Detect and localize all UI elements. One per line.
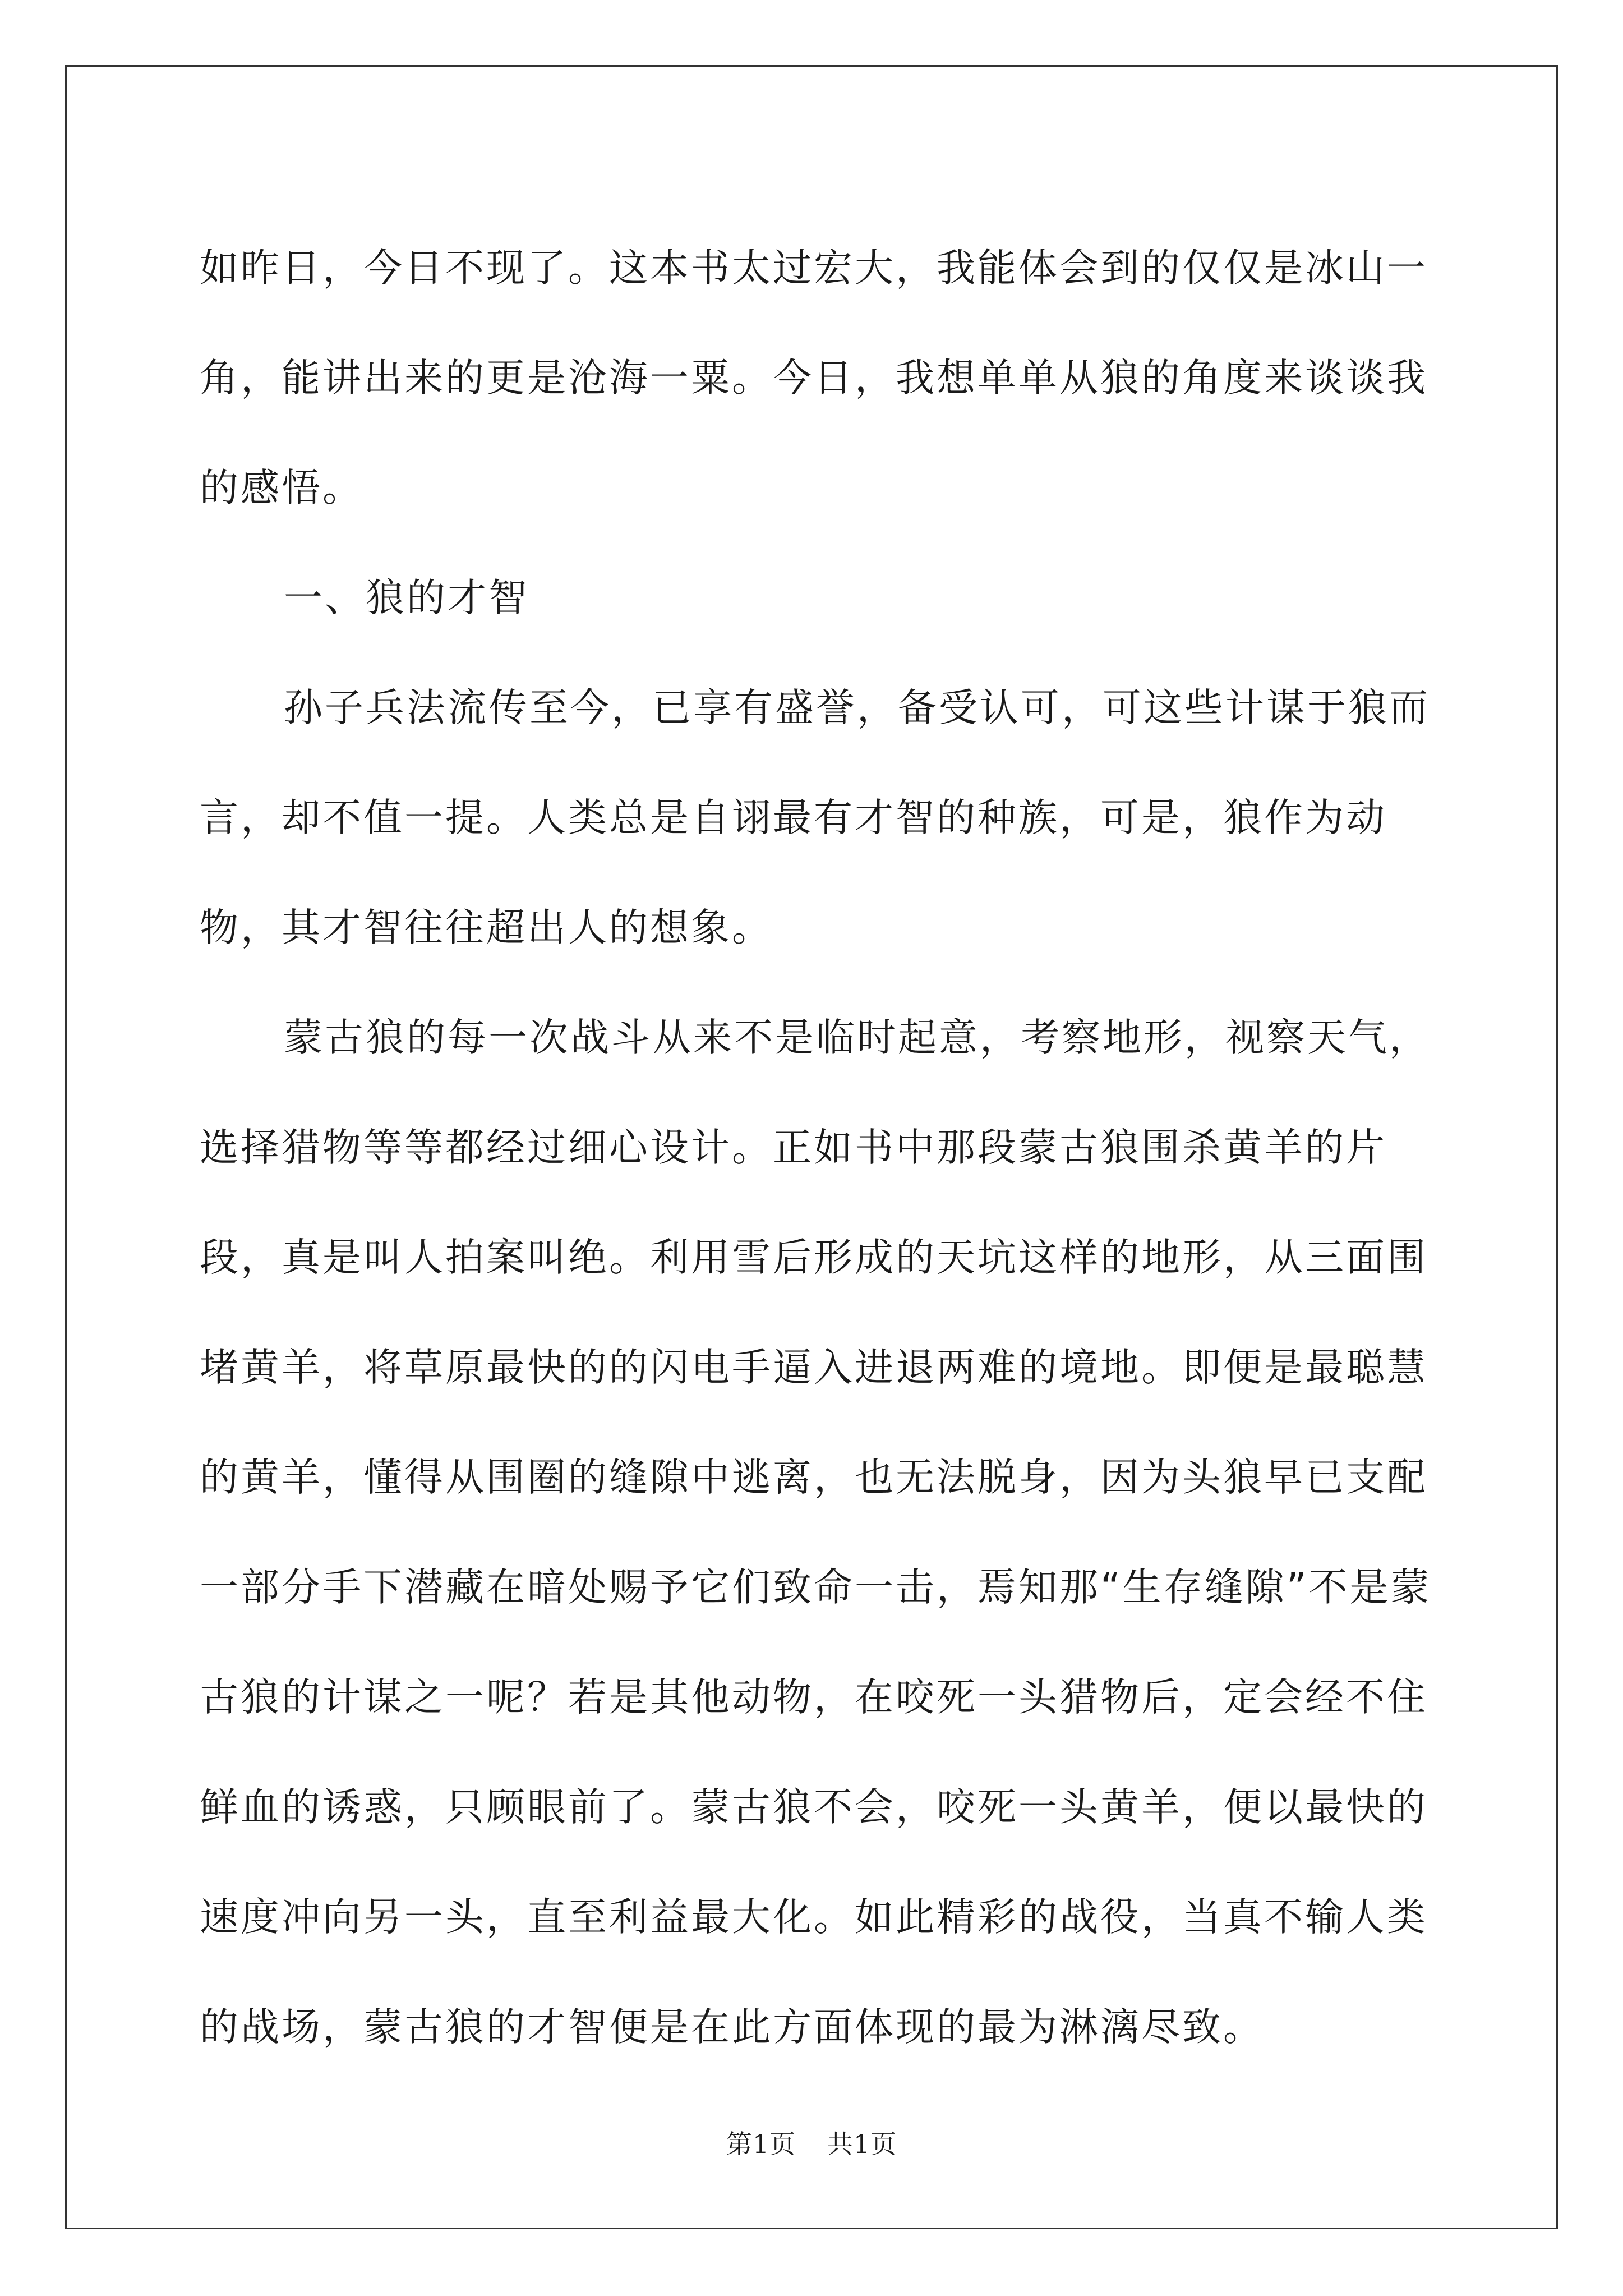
paragraph: 孙子兵法流传至今，已享有盛誉，备受认可，可这些计谋于狼而言，却不值一提。人类总是自诩最有才智的种族，可是，狼作为动物，其才智往往超出人的想象。 — [200, 685, 1430, 950]
paragraph-continuation: 如昨日，今日不现了。这本书太过宏大，我能体会到的仅仅是冰山一角，能讲出来的更是沧海一粟。今日，我想单单从狼的角度来谈谈我的感悟。 — [200, 246, 1428, 510]
page-total: 共1页 — [827, 2129, 897, 2159]
document-body — [200, 213, 1433, 2082]
page-footer — [0, 2127, 1623, 2161]
page-number: 第1页 — [726, 2129, 796, 2159]
section-heading: 一、狼的才智 — [284, 576, 529, 620]
paragraph: 蒙古狼的每一次战斗从来不是临时起意，考察地形，视察天气，选择猎物等等都经过细心设计。正如书中那段蒙古狼围杀黄羊的片段，真是叫人拍案叫绝。利用雪后形成的天坑这样的地形，从三面围堵黄羊，将草原最快的的闪电手逼入进退两难的境地。即便是最聪慧的黄羊，懂得从围圈的缝隙中逃离，也无法脱身，因为头狼早已支配一部分手下潜藏在暗处赐予它们致命一击，焉知那“生存缝隙”不是蒙古狼的计谋之一呢？若是其他动物，在咬死一头猎物后，定会经不住鲜血的诱惑，只顾眼前了。蒙古狼不会，咬死一头黄羊，便以最快的速度冲向另一头，直至利益最大化。如此精彩的战役，当真不输人类的战场，蒙古狼的才智便是在此方面体现的最为淋漓尽致。 — [200, 1015, 1432, 2050]
